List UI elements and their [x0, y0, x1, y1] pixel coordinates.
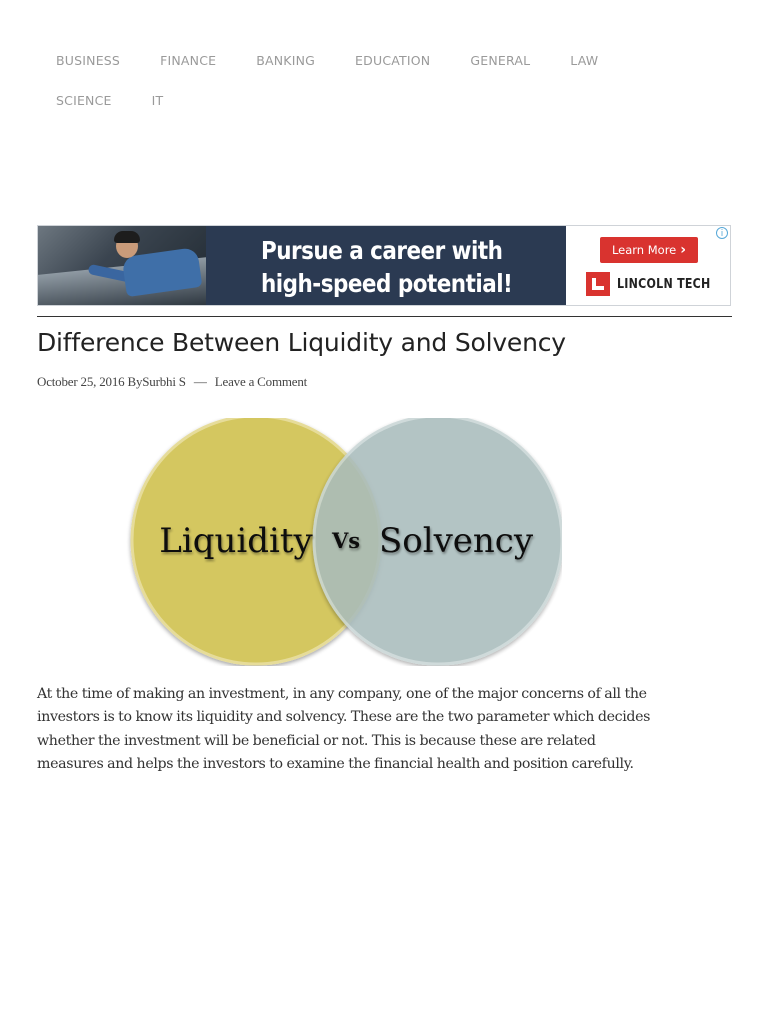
nav-item-law[interactable]: LAW — [570, 52, 599, 68]
chevron-right-icon: › — [680, 242, 687, 258]
post-by: By — [127, 374, 143, 389]
nav-item-banking[interactable]: BANKING — [256, 52, 316, 68]
nav-item-general[interactable]: GENERAL — [470, 52, 531, 68]
article-title: Difference Between Liquidity and Solvency — [37, 328, 566, 357]
ad-headline-panel — [206, 226, 566, 306]
ad-brand-name: LINCOLN TECH — [617, 276, 711, 292]
ad-brand-panel — [566, 226, 731, 306]
liquidity-vs-solvency-image — [126, 418, 562, 666]
liquidity-label: Liquidity — [159, 521, 313, 561]
solvency-label: Solvency — [378, 521, 534, 561]
ad-headline-line-2: high-speed potential! — [261, 268, 513, 298]
ad-info-icon[interactable]: i — [716, 227, 728, 239]
ad-learn-more-button[interactable] — [600, 237, 698, 263]
nav-item-business[interactable]: BUSINESS — [56, 52, 121, 68]
main-navigation — [37, 40, 737, 120]
author-link[interactable]: Surbhi S — [142, 374, 186, 389]
meta-separator: — — [193, 374, 207, 389]
nav-row-2 — [37, 80, 737, 120]
ad-headline-line-1: Pursue a career with — [261, 235, 503, 265]
lincoln-tech-logo — [586, 272, 727, 296]
article-meta — [37, 374, 307, 390]
nav-item-science[interactable]: SCIENCE — [56, 92, 112, 108]
article-paragraph: At the time of making an investment, in any company, one of the major concerns of all the investors is to know its liquidity and solvency. These are the two parameter which decides whether the investment will be beneficial or not. This is because these are related measures and helps the investors to examine the financial health and position carefully. — [37, 686, 651, 773]
ad-learn-more-label: Learn More — [611, 243, 677, 257]
ad-mechanic-photo — [38, 226, 206, 306]
vs-label: Vs — [331, 528, 361, 553]
post-date: October 25, 2016 — [37, 374, 125, 389]
header-divider — [37, 316, 732, 317]
nav-item-it[interactable]: IT — [151, 92, 164, 108]
nav-row-1 — [37, 40, 737, 80]
nav-item-education[interactable]: EDUCATION — [355, 52, 431, 68]
lincoln-tech-logo-icon — [586, 272, 610, 296]
ad-banner[interactable] — [37, 225, 731, 306]
leave-comment-link[interactable]: Leave a Comment — [214, 374, 308, 389]
nav-item-finance[interactable]: FINANCE — [160, 52, 217, 68]
